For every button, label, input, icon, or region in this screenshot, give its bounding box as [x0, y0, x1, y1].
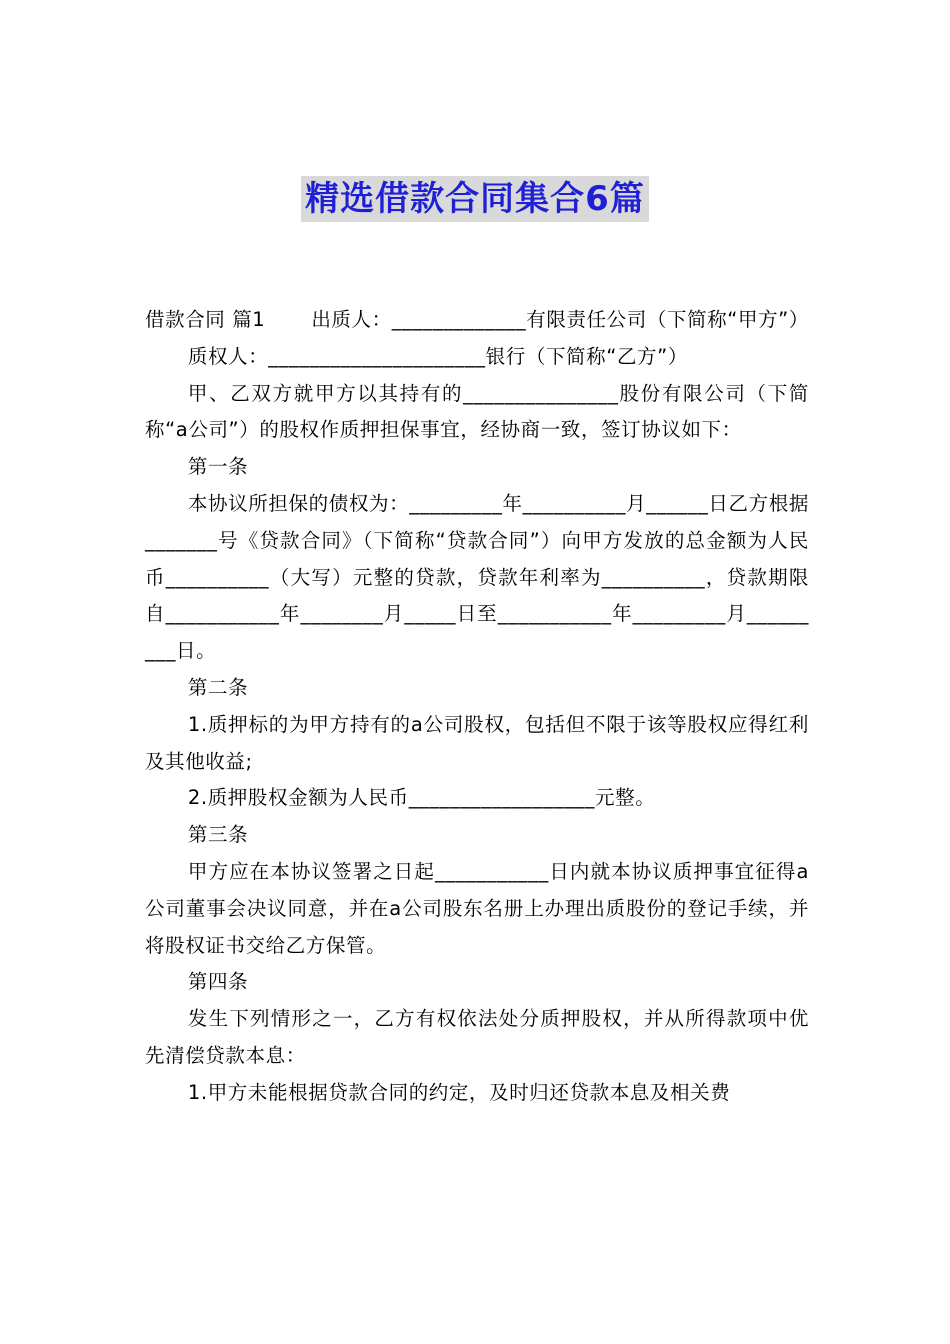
- paragraph-party-a: [145, 302, 809, 339]
- document-body: [145, 302, 809, 1112]
- article-2-heading: 第二条: [187, 675, 249, 699]
- article-4-item-1: 1.甲方未能根据贷款合同的约定，及时归还贷款本息及相关费: [187, 1080, 731, 1104]
- document-title: 精选借款合同集合6篇: [301, 176, 649, 222]
- article-4-body: 发生下列情形之一，乙方有权依法处分质押股权，并从所得款项中优先清偿贷款本息：: [145, 1007, 809, 1067]
- article-3-body: 甲方应在本协议签署之日起___________日内就本协议质押事宜征得a公司董事会决议同意，并在a公司股东名册上办理出质股份的登记手续，并将股权证书交给乙方保管。: [145, 859, 809, 957]
- article-3-heading: 第三条: [187, 823, 249, 847]
- section-heading: 借款合同 篇1: [145, 308, 266, 331]
- title-container: [0, 176, 950, 222]
- article-1-heading: 第一条: [187, 455, 249, 479]
- paragraph-party-b: 质权人：_____________________银行（下简称“乙方”）: [187, 344, 688, 368]
- paragraph-intro: 甲、乙双方就甲方以其持有的_______________股份有限公司（下简称“a公司”）的股权作质押担保事宜，经协商一致，签订协议如下：: [145, 381, 809, 442]
- article-4-heading: 第四条: [187, 970, 249, 994]
- article-1-body: 本协议所担保的债权为：_________年__________月______日乙方根据_______号《贷款合同》（下简称“贷款合同”）向甲方发放的总金额为人民币__________（大写）元整的贷款，贷款年利率为__________，贷款期限自___________年________月_____日至___________年_________月_________日。: [145, 491, 809, 663]
- article-2-item-1: 1.质押标的为甲方持有的a公司股权，包括但不限于该等股权应得红利及其他收益;: [145, 712, 809, 773]
- article-2-item-2: 2.质押股权金额为人民币__________________元整。: [187, 786, 656, 810]
- paragraph-text: 出质人：_____________有限责任公司（下简称“甲方”）: [311, 308, 809, 331]
